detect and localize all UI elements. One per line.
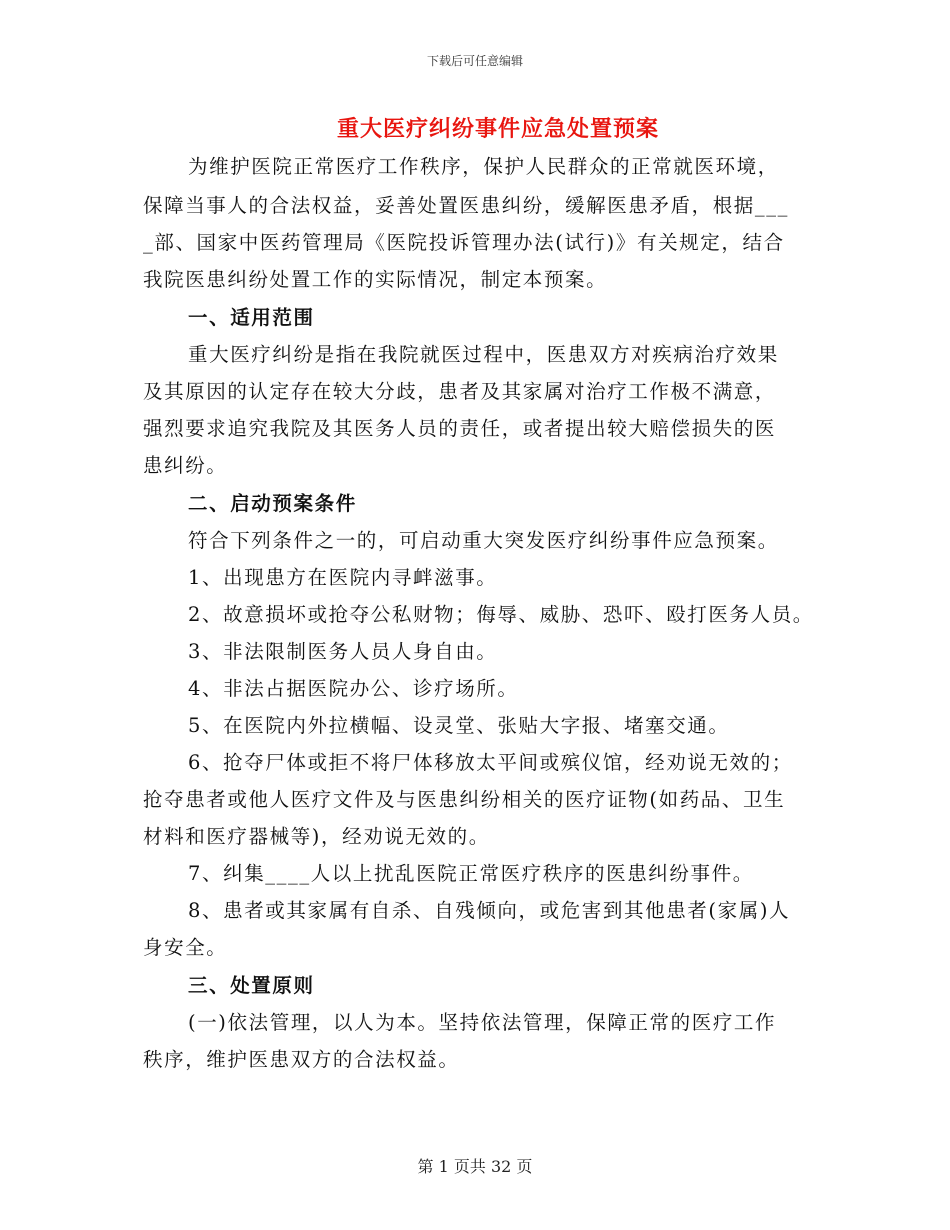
- paragraph-line: 我院医患纠纷处置工作的实际情况，制定本预案。: [143, 268, 608, 291]
- list-item: 5、在医院内外拉横幅、设灵堂、张贴大字报、堵塞交通。: [188, 714, 730, 737]
- paragraph-line: 保障当事人的合法权益，妥善处置医患纠纷，缓解医患矛盾，根据___: [143, 194, 789, 217]
- list-item: 6、抢夺尸体或拒不将尸体移放太平间或殡仪馆，经劝说无效的；: [188, 751, 793, 774]
- paragraph-line: 及其原因的认定存在较大分歧，患者及其家属对治疗工作极不满意，: [143, 380, 777, 403]
- paragraph-line: 重大医疗纠纷是指在我院就医过程中，医患双方对疾病治疗效果: [188, 343, 779, 366]
- list-item: 4、非法占据医院办公、诊疗场所。: [188, 677, 519, 700]
- paragraph-line: (一)依法管理，以人为本。坚持依法管理，保障正常的医疗工作: [188, 1011, 777, 1034]
- paragraph-line: 为维护医院正常医疗工作秩序，保护人民群众的正常就医环境，: [188, 155, 779, 178]
- paragraph-line: 材料和医疗器械等)，经劝说无效的。: [143, 825, 490, 848]
- paragraph-line: 身安全。: [143, 936, 228, 959]
- list-item: 3、非法限制医务人员人身自由。: [188, 640, 498, 663]
- list-item: 7、纠集____人以上扰乱医院正常医疗秩序的医患纠纷事件。: [188, 862, 754, 885]
- document-title: 重大医疗纠纷事件应急处置预案: [336, 117, 659, 142]
- section-heading: 三、处置原则: [188, 974, 315, 997]
- section-heading: 一、适用范围: [188, 306, 315, 329]
- paragraph-line: 患纠纷。: [143, 454, 228, 477]
- paragraph-line: 抢夺患者或他人医疗文件及与医患纠纷相关的医疗证物(如药品、卫生: [143, 788, 786, 811]
- paragraph-line: 强烈要求追究我院及其医务人员的责任，或者提出较大赔偿损失的医: [143, 417, 777, 440]
- list-item: 1、出现患方在医院内寻衅滋事。: [188, 566, 498, 589]
- paragraph-line: 符合下列条件之一的，可启动重大突发医疗纠纷事件应急预案。: [188, 529, 779, 552]
- list-item: 2、故意损坏或抢夺公私财物；侮辱、威胁、恐吓、殴打医务人员。: [188, 603, 814, 626]
- paragraph-line: 秩序，维护医患双方的合法权益。: [143, 1048, 460, 1071]
- paragraph-line: _部、国家中医药管理局《医院投诉管理办法(试行)》有关规定，结合: [143, 231, 785, 254]
- list-item: 8、患者或其家属有自杀、自残倾向，或危害到其他患者(家属)人: [188, 899, 791, 922]
- section-heading: 二、启动预案条件: [188, 492, 357, 515]
- page-number: 第 1 页共 32 页: [417, 1157, 533, 1176]
- header-note: 下载后可任意编辑: [426, 54, 523, 68]
